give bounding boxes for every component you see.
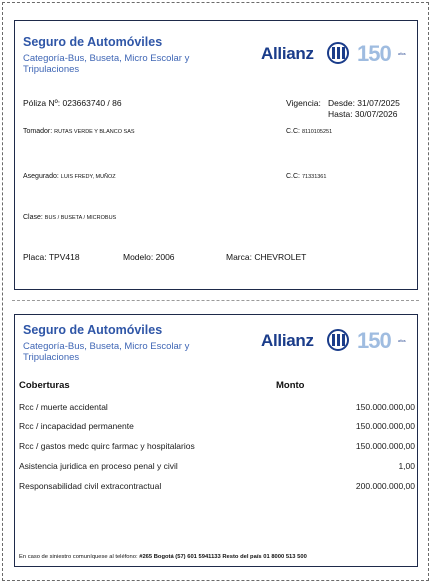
coverage-row xyxy=(19,402,415,414)
contact-footer xyxy=(19,554,307,560)
footer-text: En caso de siniestro comuníquese al teléfono: xyxy=(19,554,138,560)
vigencia-label: Vigencia: xyxy=(286,98,321,108)
asegurado-value: LUIS FREDY, MUÑOZ xyxy=(60,174,116,180)
anniversary-suffix: años xyxy=(398,339,406,343)
clase-label: Clase: xyxy=(23,214,43,221)
poliza-value: 023663740 / 86 xyxy=(62,98,122,108)
cc-asegurado-field xyxy=(286,173,326,180)
monto-header: Monto xyxy=(276,380,305,391)
footer-phones: #265 Bogotá (57) 601 5941133 Resto del país 01 8000 513 500 xyxy=(139,554,307,560)
brand-name: Allianz xyxy=(261,331,314,350)
allianz-logo xyxy=(261,41,409,67)
cut-line xyxy=(12,300,419,301)
coverage-card xyxy=(14,314,418,567)
tomador-field xyxy=(23,128,135,135)
coverage-name: Asistencia juridica en proceso penal y civil xyxy=(19,461,178,471)
coverage-amount: 200.000.000,00 xyxy=(355,481,415,491)
coberturas-header: Coberturas xyxy=(19,380,70,391)
coverage-row xyxy=(19,481,415,493)
card-title: Seguro de Automóviles xyxy=(23,323,163,337)
coverage-name: Rcc / incapacidad permanente xyxy=(19,421,134,431)
coverage-amount: 150.000.000,00 xyxy=(355,441,415,451)
modelo-label: Modelo: xyxy=(123,252,154,262)
card-title: Seguro de Automóviles xyxy=(23,35,163,49)
card-subtitle: Categoría-Bus, Buseta, Micro Escolar y Tripulaciones xyxy=(23,341,190,363)
placa-value: TPV418 xyxy=(48,252,80,262)
modelo-field xyxy=(123,252,175,262)
eagle-icon xyxy=(327,42,349,64)
cc-value: 8110105251 xyxy=(301,129,333,135)
eagle-icon xyxy=(327,329,349,351)
anniversary-number: 150 xyxy=(357,328,391,353)
cc-value: 71331361 xyxy=(301,174,327,180)
coverage-name: Rcc / muerte accidental xyxy=(19,402,108,412)
placa-field xyxy=(23,252,80,262)
coverage-amount: 150.000.000,00 xyxy=(355,421,415,431)
card-subtitle: Categoría-Bus, Buseta, Micro Escolar y Tripulaciones xyxy=(23,53,190,75)
cc-label: C.C: xyxy=(286,128,300,135)
coverage-row xyxy=(19,441,415,453)
asegurado-label: Asegurado: xyxy=(23,173,59,180)
marca-value: CHEVROLET xyxy=(254,252,307,262)
coverage-amount: 150.000.000,00 xyxy=(355,402,415,412)
coverage-row xyxy=(19,421,415,433)
vigencia-desde: Desde: 31/07/2025 xyxy=(328,98,400,108)
poliza-field xyxy=(23,98,122,108)
allianz-logo xyxy=(261,328,409,354)
coverage-name: Responsabilidad civil extracontractual xyxy=(19,481,162,491)
marca-label: Marca: xyxy=(226,252,252,262)
clase-field xyxy=(23,214,116,221)
modelo-value: 2006 xyxy=(155,252,175,262)
anniversary-suffix: años xyxy=(398,52,406,56)
tomador-label: Tomador: xyxy=(23,128,53,135)
cc-tomador-field xyxy=(286,128,332,135)
vigencia-hasta: Hasta: 30/07/2026 xyxy=(328,109,398,119)
placa-label: Placa: xyxy=(23,252,47,262)
brand-name: Allianz xyxy=(261,44,314,63)
clase-value: BUS / BUSETA / MICROBUS xyxy=(44,215,117,221)
poliza-label: Póliza Nº: xyxy=(23,98,61,108)
coverage-row xyxy=(19,461,415,473)
coverage-name: Rcc / gastos medc quirc farmac y hospitalarios xyxy=(19,441,195,451)
coverage-amount: 1,00 xyxy=(398,461,415,471)
asegurado-field xyxy=(23,173,116,180)
tomador-value: RUTAS VERDE Y BLANCO SAS xyxy=(54,129,135,135)
anniversary-number: 150 xyxy=(357,41,391,66)
marca-field xyxy=(226,252,306,262)
policy-card xyxy=(14,20,418,290)
cc-label: C.C: xyxy=(286,173,300,180)
